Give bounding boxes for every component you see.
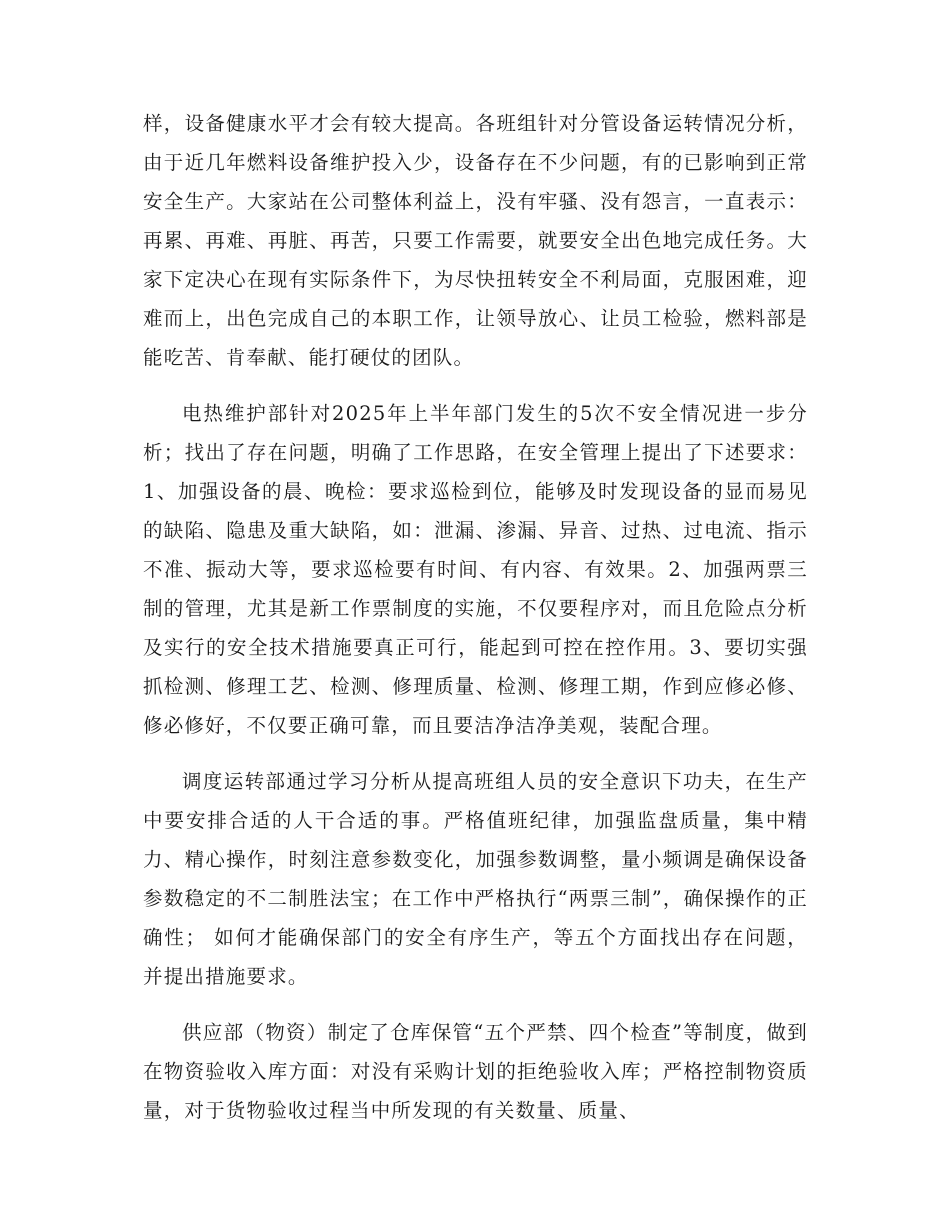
paragraph-4: 供应部（物资）制定了仓库保管“五个严禁、四个检查”等制度，做到在物资验收入库方面：对没有采购计划的拒绝验收入库；严格控制物资质量，对于货物验收过程当中所发现的有关数量、质量、 xyxy=(143,1021,808,1122)
document-body xyxy=(143,104,808,1147)
paragraph-1: 样，设备健康水平才会有较大提高。各班组针对分管设备运转情况分析，由于近几年燃料设备维护投入少，设备存在不少问题，有的已影响到正常安全生产。大家站在公司整体利益上，没有牢骚、没有怨言，一直表示：再累、再难、再脏、再苦，只要工作需要，就要安全出色地完成任务。大家下定决心在现有实际条件下，为尽快扭转安全不利局面，克服困难，迎难而上，出色完成自己的本职工作，让领导放心、让员工检验，燃料部是能吃苦、肯奉献、能打硬仗的团队。 xyxy=(143,112,808,369)
paragraph-3: 调度运转部通过学习分析从提高班组人员的安全意识下功夫，在生产中要安排合适的人干合适的事。严格值班纪律，加强监盘质量，集中精力、精心操作，时刻注意参数变化，加强参数调整，量小频调是确保设备参数稳定的不二制胜法宝；在工作中严格执行“两票三制”，确保操作的正确性； 如何才能确保部门的安全有序生产，等五个方面找出存在问题，并提出措施要求。 xyxy=(143,770,808,988)
paragraph-2: 电热维护部针对2025年上半年部门发生的5次不安全情况进一步分析；找出了存在问题，明确了工作思路，在安全管理上提出了下述要求：1、加强设备的晨、晚检：要求巡检到位，能够及时发现设备的显而易见的缺陷、隐患及重大缺陷，如：泄漏、渗漏、异音、过热、过电流、指示不准、振动大等，要求巡检要有时间、有内容、有效果。2、加强两票三制的管理，尤其是新工作票制度的实施，不仅要程序对，而且危险点分析及实行的安全技术措施要真正可行，能起到可控在控作用。3、要切实强抓检测、修理工艺、检测、修理质量、检测、修理工期，作到应修必修、修必修好，不仅要正确可靠，而且要洁净洁净美观，装配合理。 xyxy=(143,402,808,737)
